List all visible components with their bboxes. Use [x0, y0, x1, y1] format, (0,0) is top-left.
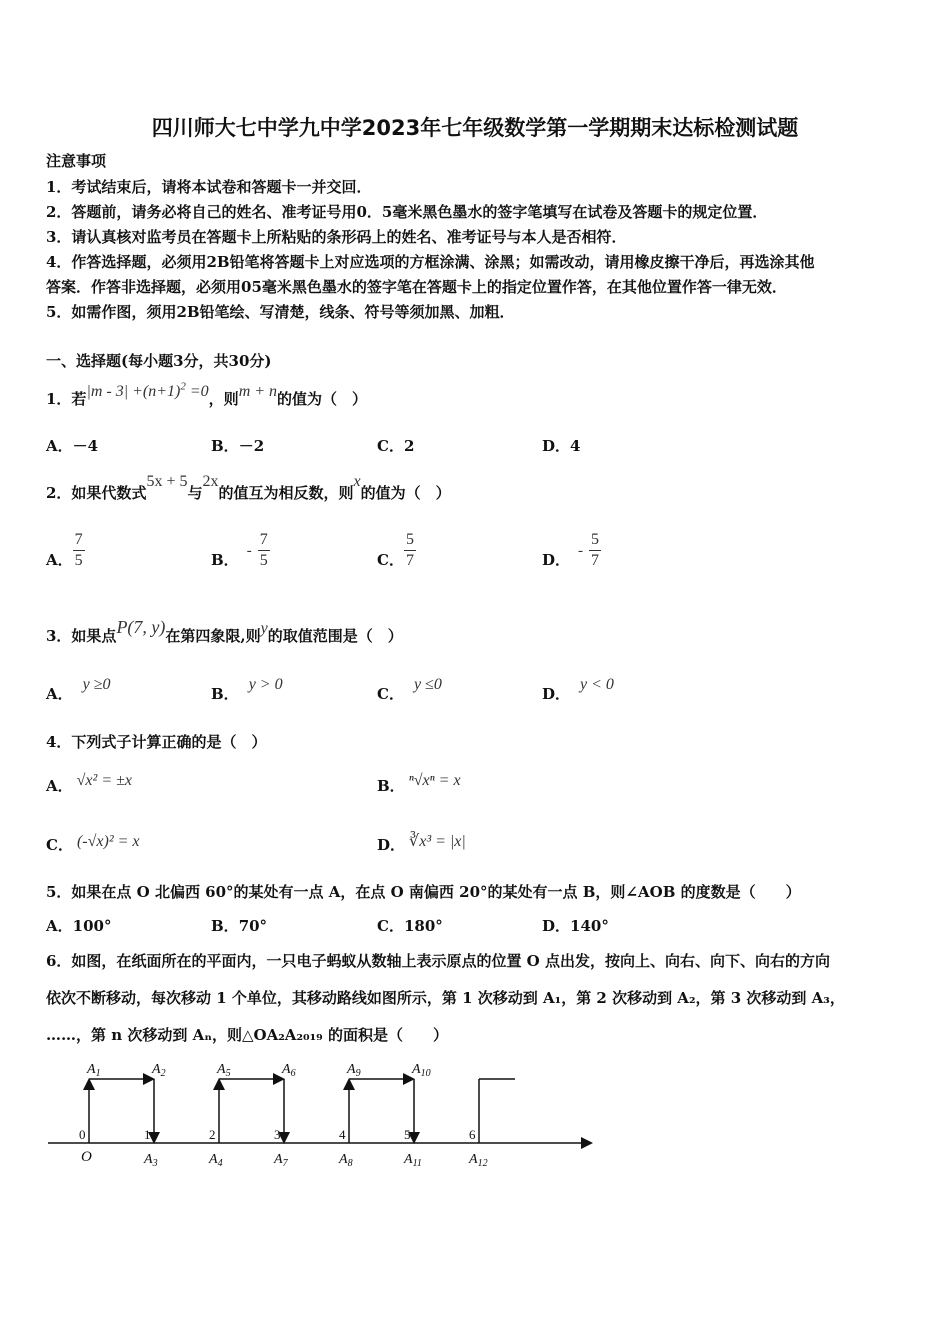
- option-value: 4: [570, 437, 581, 455]
- question-6-line-2: 依次不断移动，每次移动 1 个单位，其移动路线如图所示，第 1 次移动到 A₁，第 2 次移动到 A₂，第 3 次移动到 A₃，: [46, 989, 845, 1007]
- numerator: 7: [258, 530, 270, 551]
- point-letter: A: [404, 1152, 413, 1167]
- option-label: B．: [211, 437, 239, 455]
- option-label: D．: [542, 550, 571, 569]
- page-title: 四川师大七中学九中学2023年七年级数学第一学期期末达标检测试题: [151, 116, 799, 140]
- q2-option-a[interactable]: [46, 530, 85, 571]
- option-label: B．: [211, 685, 239, 703]
- q2-var: x: [353, 473, 361, 490]
- q3-prefix: 3．如果点: [46, 627, 117, 645]
- question-6-line-1: 6．如图，在纸面所在的平面内，一只电子蚂蚁从数轴上表示原点的位置 O 点出发，按向上、向右、向下、向右的方向: [46, 952, 830, 970]
- point-subscript: 6: [290, 1068, 296, 1079]
- q1-option-a[interactable]: [46, 435, 98, 456]
- option-value: －2: [238, 437, 265, 455]
- option-label: B．: [211, 917, 239, 935]
- axis-number: 4: [339, 1127, 346, 1142]
- axis-number: 2: [209, 1127, 216, 1142]
- q4-option-a[interactable]: [46, 772, 132, 796]
- option-sign: -: [578, 542, 584, 559]
- q3-point: P(7, y): [116, 617, 166, 637]
- axis-number: 1: [144, 1127, 151, 1142]
- point-letter: A: [412, 1062, 421, 1077]
- q2-suffix: 的值为（ ）: [360, 484, 451, 502]
- point-subscript: 10: [420, 1068, 431, 1079]
- point-letter: A: [87, 1062, 96, 1077]
- option-value: 2: [403, 437, 415, 455]
- point-label: [468, 1152, 488, 1169]
- point-subscript: 1: [95, 1068, 101, 1079]
- point-letter: A: [282, 1062, 291, 1077]
- point-label: [273, 1152, 289, 1169]
- point-subscript: 9: [355, 1068, 361, 1079]
- option-value: 70°: [238, 917, 268, 935]
- numerator: 5: [589, 530, 601, 551]
- q1-suffix: 的值为（ ）: [277, 390, 368, 408]
- denominator: 7: [405, 552, 414, 569]
- option-label: C．: [377, 685, 404, 703]
- q1-exponent: 2: [180, 380, 186, 393]
- denominator: 5: [259, 552, 268, 569]
- point-letter: A: [144, 1152, 153, 1167]
- option-label: A．: [46, 437, 73, 455]
- ant-path-figure: [40, 1055, 610, 1175]
- point-label: [346, 1062, 361, 1079]
- option-value: (-√x)² = x: [76, 833, 140, 850]
- numerator: 7: [73, 530, 85, 551]
- q1-expression-2: m + n: [238, 383, 278, 400]
- option-value: y > 0: [248, 676, 283, 693]
- option-label: A．: [46, 917, 73, 935]
- question-1: [46, 380, 368, 409]
- point-letter: A: [152, 1062, 161, 1077]
- point-label: [151, 1062, 166, 1079]
- axis-number: 6: [469, 1127, 476, 1142]
- fraction: [258, 530, 270, 571]
- option-label: C．: [377, 917, 404, 935]
- point-label: [403, 1152, 422, 1169]
- question-5: 5．如果在点 O 北偏西 60°的某处有一点 A，在点 O 南偏西 20°的某处有一点 B，则∠AOB 的度数是（ ）: [46, 883, 801, 901]
- fraction: [404, 530, 416, 571]
- option-label: A．: [46, 777, 73, 795]
- option-value: ⁿ√xⁿ = x: [408, 772, 461, 789]
- point-label: [338, 1152, 353, 1169]
- q3-var: y: [260, 620, 268, 637]
- option-label: B．: [377, 777, 405, 795]
- numerator: 5: [404, 530, 416, 551]
- point-label: [216, 1062, 231, 1079]
- point-subscript: 7: [282, 1158, 288, 1169]
- axis-number: 5: [404, 1127, 411, 1142]
- q3-option-a[interactable]: [46, 676, 111, 704]
- q2-expr-2: 2x: [202, 473, 219, 490]
- option-sign: -: [246, 542, 252, 559]
- ant-path: [89, 1079, 515, 1143]
- q3-option-b[interactable]: [211, 676, 283, 704]
- notice-item: 1．考试结束后，请将本试卷和答题卡一并交回．: [46, 178, 372, 196]
- question-6-line-3: ……，第 n 次移动到 Aₙ，则△OA₂A₂₀₁₉ 的面积是（ ）: [46, 1026, 448, 1044]
- point-subscript: 3: [152, 1158, 158, 1169]
- q2-expr-1: 5x + 5: [146, 473, 188, 490]
- option-label: C．: [377, 437, 404, 455]
- axis-number: 3: [274, 1127, 281, 1142]
- option-label: D．: [542, 917, 571, 935]
- point-letter: A: [209, 1152, 218, 1167]
- q5-option-a[interactable]: [46, 915, 111, 936]
- point-label: [411, 1062, 431, 1079]
- option-label: B．: [211, 550, 239, 569]
- option-value: √x² = ±x: [76, 772, 132, 789]
- notice-item: 4．作答选择题，必须用2B铅笔将答题卡上对应选项的方框涂满、涂黑；如需改动，请用橡皮擦干净后，再选涂其他: [46, 253, 815, 271]
- option-value: y ≥0: [82, 676, 111, 693]
- notice-item: 3．请认真核对监考员在答题卡上所粘贴的条形码上的姓名、准考证号与本人是否相符．: [46, 228, 627, 246]
- point-subscript: 4: [217, 1158, 223, 1169]
- q1-mid: ，则: [208, 390, 239, 408]
- q2-mid-2: 的值互为相反数，则: [218, 484, 354, 502]
- option-label: A．: [46, 550, 73, 569]
- option-value: 180°: [403, 917, 443, 935]
- option-value: y < 0: [580, 676, 614, 693]
- q3-option-c[interactable]: [377, 676, 442, 704]
- q1-option-c[interactable]: [377, 435, 414, 456]
- notice-heading: 注意事项: [46, 152, 107, 170]
- point-subscript: 12: [477, 1158, 488, 1169]
- notice-item: 2．答题前，请务必将自己的姓名、准考证号用0．5毫米黑色墨水的签字笔填写在试卷及答题卡的规定位置．: [46, 203, 768, 221]
- q1-option-d[interactable]: [542, 435, 580, 456]
- option-label: C．: [377, 550, 404, 569]
- point-label: [86, 1062, 101, 1079]
- point-letter: A: [217, 1062, 226, 1077]
- question-3: [46, 617, 403, 646]
- point-letter: A: [274, 1152, 283, 1167]
- point-letter: A: [347, 1062, 356, 1077]
- point-label: [143, 1152, 158, 1169]
- q1-expression: [86, 380, 209, 400]
- option-value: 140°: [570, 917, 609, 935]
- option-label: D．: [542, 685, 571, 703]
- q3-option-d[interactable]: [542, 676, 614, 704]
- q5-option-c[interactable]: [377, 915, 443, 936]
- q2-prefix: 2．如果代数式: [46, 484, 147, 502]
- q2-option-c[interactable]: [377, 530, 416, 571]
- notice-item: 答案．作答非选择题，必须用05毫米黑色墨水的签字笔在答题卡上的指定位置作答，在其他位置作答一律无效．: [46, 278, 787, 296]
- q2-option-d[interactable]: [542, 530, 601, 571]
- point-subscript: 8: [347, 1158, 353, 1169]
- point-letter: A: [469, 1152, 478, 1167]
- q3-mid: 在第四象限,则: [165, 627, 261, 645]
- q4-option-d[interactable]: [377, 834, 466, 855]
- q3-suffix: 的取值范围是（ ）: [267, 627, 403, 645]
- denominator: 5: [74, 552, 83, 569]
- point-label: [208, 1152, 223, 1169]
- origin-label: O: [81, 1149, 92, 1165]
- q2-option-b[interactable]: [211, 530, 270, 571]
- q4-option-c[interactable]: [46, 834, 140, 855]
- option-value: y ≤0: [413, 676, 442, 693]
- q2-mid-1: 与: [187, 484, 203, 502]
- point-subscript: 5: [225, 1068, 231, 1079]
- option-label: A．: [46, 685, 73, 703]
- point-subscript: 2: [160, 1068, 166, 1079]
- option-value: ∛x³ = |x|: [409, 833, 466, 850]
- q4-option-b[interactable]: [377, 772, 461, 796]
- q1-option-b[interactable]: [211, 435, 264, 456]
- option-label: D．: [542, 437, 571, 455]
- q1-expr: |m - 3| +(n+1): [86, 383, 181, 400]
- fraction: [73, 530, 85, 571]
- option-label: C．: [46, 836, 73, 854]
- q1-eq: =0: [189, 383, 209, 400]
- notice-item: 5．如需作图，须用2B铅笔绘、写清楚，线条、符号等须加黑、加粗．: [46, 303, 515, 321]
- point-label: [281, 1062, 296, 1079]
- denominator: 7: [591, 552, 600, 569]
- option-label: D．: [377, 836, 406, 854]
- q5-option-d[interactable]: [542, 915, 609, 936]
- option-value: 100°: [72, 917, 112, 935]
- point-subscript: 11: [412, 1158, 422, 1169]
- question-2: [46, 473, 451, 503]
- question-4: 4．下列式子计算正确的是（ ）: [46, 733, 267, 751]
- axis-number: 0: [79, 1127, 86, 1142]
- point-letter: A: [339, 1152, 348, 1167]
- fraction: [589, 530, 601, 571]
- q1-prefix: 1．若: [46, 390, 87, 408]
- option-value: －4: [72, 437, 99, 455]
- section-heading: 一、选择题(每小题3分，共30分): [46, 352, 272, 370]
- q5-option-b[interactable]: [211, 915, 267, 936]
